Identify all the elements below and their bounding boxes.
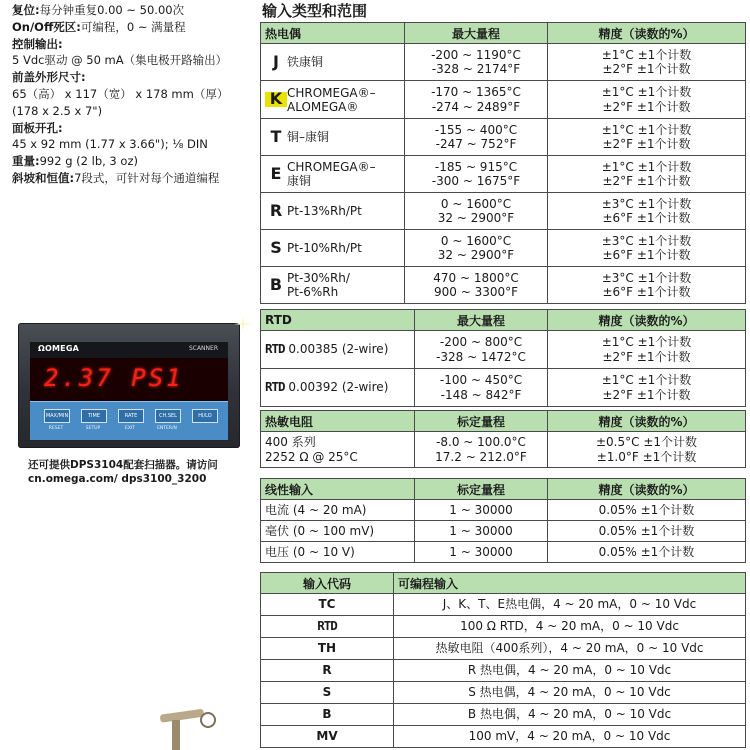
device-key: RATE — [118, 409, 144, 423]
column-header: 热电偶 — [261, 23, 405, 44]
table-row — [261, 594, 746, 616]
device-key-sub: SETUP — [85, 426, 101, 431]
input-code: RTD — [261, 616, 394, 638]
programmable-input: R 热电偶，4 ~ 20 mA，0 ~ 10 Vdc — [394, 660, 746, 682]
range-cell: -200 ~ 1190°C -328 ~ 2174°F — [405, 44, 548, 81]
column-header: 精度（读数的%） — [548, 310, 746, 331]
table-header — [261, 310, 746, 331]
range-cell: 0 ~ 1600°C 32 ~ 2900°F — [405, 193, 548, 230]
column-header: 热敏电阻 — [261, 411, 415, 432]
device-key: CH.SEL — [155, 409, 181, 423]
table-row — [261, 81, 746, 119]
sparkle-icon — [234, 315, 252, 333]
table-row — [261, 726, 746, 748]
device-key-sub: RESET — [48, 426, 64, 431]
column-header: 标定量程 — [415, 479, 548, 500]
column-header: 线性输入 — [261, 479, 415, 500]
tc-name: CHROMEGA®– — [287, 85, 376, 100]
tc-type-cell — [261, 119, 405, 156]
tc-letter: R — [269, 200, 283, 220]
spec-reset: 复位:每分钟重复0.00 ~ 50.00次 — [12, 3, 185, 17]
tc-letter: S — [270, 237, 282, 257]
tc-letter: B — [269, 274, 283, 294]
table-header — [261, 479, 746, 500]
range-cell: -185 ~ 915°C -300 ~ 1675°F — [405, 156, 548, 193]
section-title: 输入类型和范围 — [262, 2, 368, 20]
rtd-logo: RTD — [265, 379, 285, 395]
table-row — [261, 267, 746, 304]
accuracy-cell: ±3°C ±1个计数 ±6°F ±1个计数 — [548, 193, 746, 230]
linear-type-cell: 毫伏 (0 ~ 100 mV) — [261, 521, 415, 542]
tc-name: Pt-6%Rh — [287, 285, 339, 299]
column-header: 标定量程 — [415, 411, 548, 432]
tc-name: CHROMEGA®– — [287, 160, 376, 174]
range-cell: 1 ~ 30000 — [415, 521, 548, 542]
table-row — [261, 682, 746, 704]
column-header: 精度（读数的%） — [548, 23, 746, 44]
tc-type-cell — [261, 230, 405, 267]
device-keypad — [30, 401, 228, 440]
spec-control-output: 控制输出: — [12, 36, 63, 51]
spec-panel-cutout: 面板开孔: — [12, 120, 63, 135]
thermistor-type-cell: 400 系列 2252 Ω @ 25°C — [261, 432, 415, 468]
table-row — [261, 616, 746, 638]
input-code: B — [261, 704, 394, 726]
table-row — [261, 660, 746, 682]
accuracy-cell: ±1°C ±1个计数 ±2°F ±1个计数 — [548, 331, 746, 369]
tc-name: ALOMEGA® — [287, 99, 359, 114]
scanner-device-image — [18, 323, 240, 448]
linear-type-cell: 电流 (4 ~ 20 mA) — [261, 500, 415, 521]
table-row — [261, 156, 746, 193]
table-header — [261, 411, 746, 432]
device-key-sub: EXIT — [124, 426, 135, 431]
device-key-sub: ENTER/N — [157, 426, 177, 431]
column-header: 可编程输入 — [394, 573, 746, 594]
column-header: RTD — [261, 310, 415, 331]
accuracy-cell: ±1°C ±1个计数 ±2°F ±1个计数 — [548, 119, 746, 156]
input-code: MV — [261, 726, 394, 748]
accuracy-cell: 0.05% ±1个计数 — [548, 521, 746, 542]
rtd-type-cell: RTD 0.00385 (2-wire) — [261, 331, 415, 369]
rtd-table — [260, 309, 746, 407]
table-row — [261, 638, 746, 660]
thermocouple-table — [260, 22, 746, 304]
spec-panel-cutout-value: 45 x 92 mm (1.77 x 3.66"); ⅛ DIN — [12, 137, 208, 152]
tc-name: 康铜 — [287, 174, 312, 188]
range-cell: 1 ~ 30000 — [415, 542, 548, 563]
table-row — [261, 542, 746, 563]
range-cell: -170 ~ 1365°C -274 ~ 2489°F — [405, 81, 548, 119]
table-row — [261, 119, 746, 156]
input-code-table — [260, 572, 746, 748]
device-key: HI/LO — [192, 409, 218, 423]
tc-letter: J — [273, 51, 279, 71]
caption-link[interactable]: cn.omega.com/ dps3100_3200 — [28, 473, 207, 485]
tc-name: 铁康铜 — [287, 55, 324, 70]
accuracy-cell: ±3°C ±1个计数 ±6°F ±1个计数 — [548, 230, 746, 267]
column-header: 最大量程 — [415, 310, 548, 331]
tc-type-cell — [261, 44, 405, 81]
linear-type-cell: 电压 (0 ~ 10 V) — [261, 542, 415, 563]
range-cell: 470 ~ 1800°C 900 ~ 3300°F — [405, 267, 548, 304]
spec-weight: 重量:992 g (2 lb, 3 oz) — [12, 154, 138, 169]
device-key: TIME — [81, 409, 107, 423]
accuracy-cell: ±1°C ±1个计数 ±2°F ±1个计数 — [548, 44, 746, 81]
input-code: TC — [261, 594, 394, 616]
tc-type-cell — [261, 81, 405, 119]
table-row — [261, 230, 746, 267]
spec-dimensions-mm: 65（高） x 117（宽） x 178 mm（厚） — [12, 86, 229, 101]
table-row — [261, 44, 746, 81]
column-header: 精度（读数的%） — [548, 479, 746, 500]
tc-name: 铜–康铜 — [287, 130, 330, 145]
range-cell: -155 ~ 400°C -247 ~ 752°F — [405, 119, 548, 156]
spec-dimensions: 前盖外形尺寸: — [12, 70, 86, 85]
table-row — [261, 193, 746, 230]
column-header: 最大量程 — [405, 23, 548, 44]
column-header: 精度（读数的%） — [548, 411, 746, 432]
probe-image — [150, 700, 230, 750]
table-row — [261, 331, 746, 369]
range-cell: -100 ~ 450°C -148 ~ 842°F — [415, 369, 548, 407]
table-row — [261, 704, 746, 726]
input-code: R — [261, 660, 394, 682]
device-key: MAX/MIN — [44, 409, 70, 423]
programmable-input: 热敏电阻（400系列），4 ~ 20 mA，0 ~ 10 Vdc — [394, 638, 746, 660]
device-caption — [28, 458, 243, 486]
spec-deadband: On/Off死区:可编程，0 ~ 满量程 — [12, 19, 186, 34]
accuracy-cell: 0.05% ±1个计数 — [548, 500, 746, 521]
tc-name: Pt-13%Rh/Pt — [287, 204, 362, 219]
accuracy-cell: 0.05% ±1个计数 — [548, 542, 746, 563]
range-cell: -200 ~ 800°C -328 ~ 1472°C — [415, 331, 548, 369]
range-cell: 0 ~ 1600°C 32 ~ 2900°F — [405, 230, 548, 267]
table-row — [261, 521, 746, 542]
column-header: 输入代码 — [261, 573, 394, 594]
accuracy-cell: ±3°C ±1个计数 ±6°F ±1个计数 — [548, 267, 746, 304]
device-display-digits: 2.37 PS1 — [44, 364, 184, 392]
range-cell: 1 ~ 30000 — [415, 500, 548, 521]
caption-line-1: 还可提供DPS3104配套扫描器。请访问 — [28, 459, 218, 471]
spec-list — [12, 2, 252, 187]
programmable-input: B 热电偶，4 ~ 20 mA，0 ~ 10 Vdc — [394, 704, 746, 726]
tc-type-cell — [261, 193, 405, 230]
tc-name: Pt-30%Rh/ — [287, 271, 350, 285]
input-code: TH — [261, 638, 394, 660]
tc-type-cell — [261, 267, 405, 304]
tc-letter: E — [270, 163, 282, 183]
accuracy-cell: ±1°C ±1个计数 ±2°F ±1个计数 — [548, 369, 746, 407]
input-code: S — [261, 682, 394, 704]
device-top-bar — [30, 342, 228, 358]
linear-input-table — [260, 478, 746, 563]
accuracy-cell: ±1°C ±1个计数 ±2°F ±1个计数 — [548, 81, 746, 119]
table-row — [261, 500, 746, 521]
tc-name: Pt-10%Rh/Pt — [287, 241, 362, 256]
device-display — [30, 358, 228, 402]
accuracy-cell: ±1°C ±1个计数 ±2°F ±1个计数 — [548, 156, 746, 193]
rtd-type-cell: RTD 0.00392 (2-wire) — [261, 369, 415, 407]
programmable-input: S 热电偶，4 ~ 20 mA，0 ~ 10 Vdc — [394, 682, 746, 704]
device-brand: ΩOMEGA — [38, 344, 79, 353]
accuracy-cell: ±0.5°C ±1个计数 ±1.0°F ±1个计数 — [548, 432, 746, 468]
table-row — [261, 432, 746, 468]
table-row — [261, 369, 746, 407]
table-header — [261, 573, 746, 594]
tc-letter: T — [270, 126, 282, 146]
spec-dimensions-in: (178 x 2.5 x 7") — [12, 103, 103, 118]
rtd-logo: RTD — [265, 341, 285, 357]
spec-ramp-soak: 斜坡和恒值:7段式，可针对每个通道编程 — [12, 170, 220, 185]
tc-type-cell — [261, 156, 405, 193]
programmable-input: 100 Ω RTD，4 ~ 20 mA，0 ~ 10 Vdc — [394, 616, 746, 638]
programmable-input: J、K、T、E热电偶，4 ~ 20 mA，0 ~ 10 Vdc — [394, 594, 746, 616]
programmable-input: 100 mV，4 ~ 20 mA，0 ~ 10 Vdc — [394, 726, 746, 748]
tc-letter: K — [265, 92, 287, 106]
device-scanner-label: SCANNER — [188, 345, 218, 352]
thermistor-table — [260, 410, 746, 468]
spec-control-output-value: 5 Vdc驱动 @ 50 mA（集电极开路输出） — [12, 53, 228, 68]
table-header — [261, 23, 746, 44]
range-cell: -8.0 ~ 100.0°C 17.2 ~ 212.0°F — [415, 432, 548, 468]
